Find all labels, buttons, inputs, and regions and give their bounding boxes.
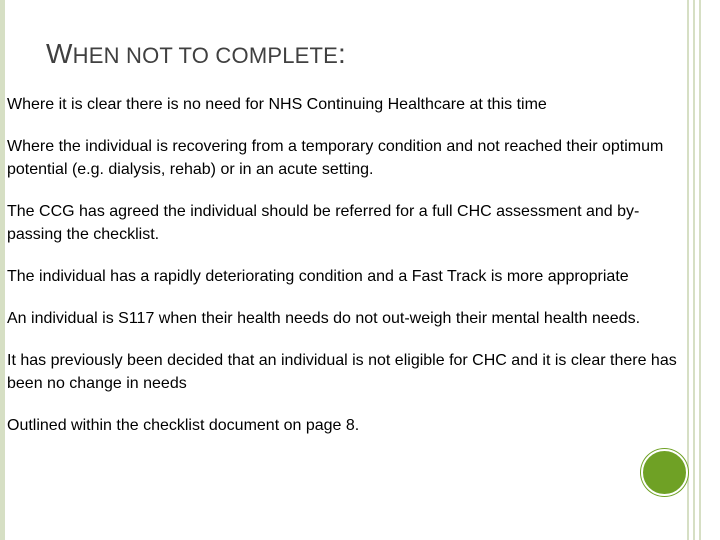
decorative-line	[693, 0, 695, 540]
decorative-line	[699, 0, 701, 540]
slide-title	[46, 38, 346, 70]
list-item: The individual has a rapidly deteriorating condition and a Fast Track is more appropriate	[7, 268, 629, 285]
title-colon: :	[338, 38, 347, 69]
decorative-circle-icon	[641, 449, 688, 496]
slide-left-border	[0, 0, 5, 540]
title-initial: W	[46, 38, 73, 69]
title-text: HEN NOT TO COMPLETE	[72, 43, 339, 68]
list-item: Where it is clear there is no need for NHS Continuing Healthcare at this time	[7, 96, 547, 113]
list-item: An individual is S117 when their health needs do not out-weigh their mental health needs.	[7, 310, 641, 327]
list-item: Outlined within the checklist document on page 8.	[7, 417, 360, 434]
list-item: Where the individual is recovering from a temporary condition and not reached their optimum potential (e.g. dialysis, rehab) or in an acute setting.	[7, 138, 664, 178]
list-item: It has previously been decided that an individual is not eligible for CHC and it is clear there has been no change in needs	[7, 352, 677, 392]
list-item: The CCG has agreed the individual should be referred for a full CHC assessment and by-passing the checklist.	[7, 203, 640, 243]
decorative-line	[687, 0, 689, 540]
bullet-list	[7, 93, 677, 456]
